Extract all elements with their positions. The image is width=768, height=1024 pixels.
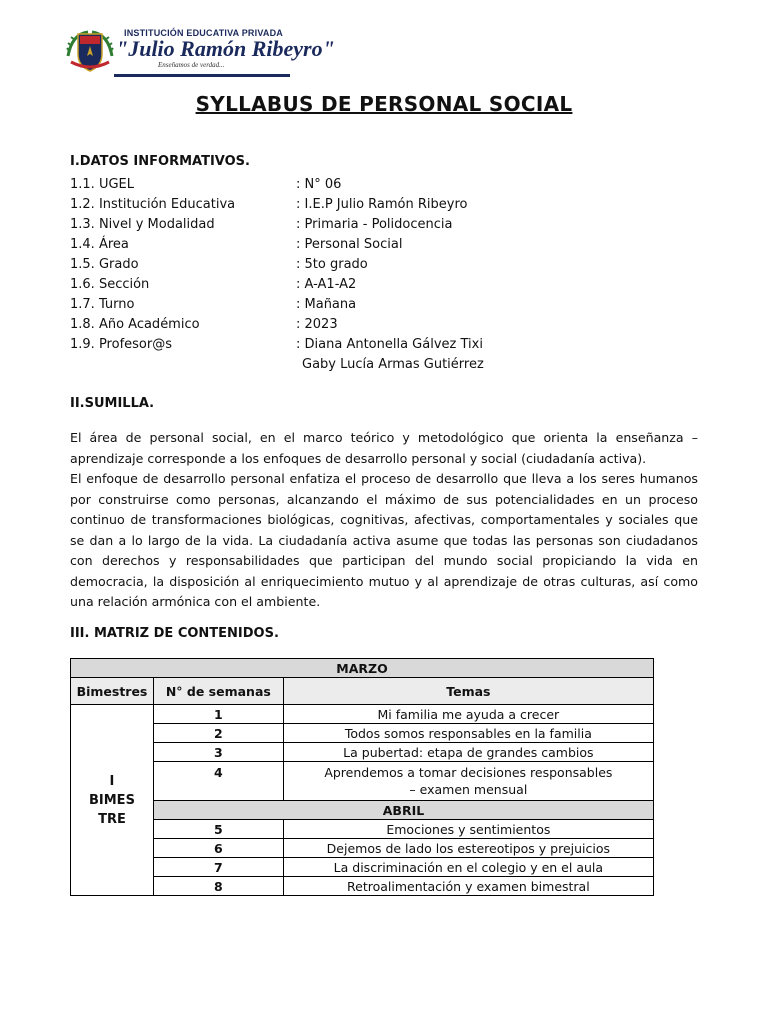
- info-value: : Diana Antonella Gálvez Tixi: [296, 337, 483, 352]
- week-number: 2: [153, 724, 283, 743]
- week-number: 5: [153, 820, 283, 839]
- info-label: 1.4. Área: [70, 237, 129, 252]
- week-topic: Mi familia me ayuda a crecer: [283, 705, 653, 724]
- table-row: [71, 858, 654, 877]
- info-value: : 2023: [296, 317, 338, 332]
- table-row: [71, 762, 654, 801]
- week-topic: Emociones y sentimientos: [283, 820, 653, 839]
- info-label: 1.7. Turno: [70, 297, 135, 312]
- info-value: : I.E.P Julio Ramón Ribeyro: [296, 197, 468, 212]
- info-value: : 5to grado: [296, 257, 368, 272]
- bimestre-cell: [71, 705, 154, 896]
- section-heading-sumilla: II.SUMILLA.: [70, 396, 155, 411]
- document-title: SYLLABUS DE PERSONAL SOCIAL: [195, 92, 573, 116]
- week-topic: Aprendemos a tomar decisiones responsables – examen mensual: [283, 762, 653, 801]
- info-label: 1.9. Profesor@s: [70, 337, 172, 352]
- info-label: 1.1. UGEL: [70, 177, 134, 192]
- column-header-temas: Temas: [283, 678, 653, 705]
- week-topic: Todos somos responsables en la familia: [283, 724, 653, 743]
- header-divider: [114, 74, 290, 77]
- info-label: 1.3. Nivel y Modalidad: [70, 217, 215, 232]
- info-label: 1.6. Sección: [70, 277, 150, 292]
- page-header: [66, 24, 335, 80]
- week-number: 4: [153, 762, 283, 801]
- info-value: : Primaria - Polidocencia: [296, 217, 453, 232]
- info-label: 1.2. Institución Educativa: [70, 197, 236, 212]
- info-value: : Mañana: [296, 297, 357, 312]
- week-number: 7: [153, 858, 283, 877]
- week-topic: Dejemos de lado los estereotipos y prejuicios: [283, 839, 653, 858]
- table-row: [71, 839, 654, 858]
- table-header-row: [71, 678, 654, 705]
- table-row: [71, 820, 654, 839]
- info-value: : N° 06: [296, 177, 342, 192]
- column-header-bimestres: Bimestres: [71, 678, 154, 705]
- table-row: [71, 705, 654, 724]
- table-row: [71, 724, 654, 743]
- sumilla-paragraph-1: El área de personal social, en el marco teórico y metodológico que orienta la enseñanza – aprendizaje corresponde a los enfoques de desarrollo personal y social (ciudadanía activa).: [70, 430, 698, 466]
- week-number: 1: [153, 705, 283, 724]
- info-value: : A-A1-A2: [296, 277, 357, 292]
- info-label: 1.5. Grado: [70, 257, 139, 272]
- institution-motto: Enseñamos de verdad...: [158, 61, 225, 69]
- institution-name: "Julio Ramón Ribeyro": [116, 36, 335, 61]
- week-number: 8: [153, 877, 283, 896]
- info-value-extra-teacher: Gaby Lucía Armas Gutiérrez: [302, 357, 484, 372]
- section-heading-datos: I.DATOS INFORMATIVOS.: [70, 154, 250, 169]
- school-crest-icon: [66, 26, 114, 74]
- institution-type: INSTITUCIÓN EDUCATIVA PRIVADA: [124, 28, 283, 38]
- column-header-semanas: N° de semanas: [153, 678, 283, 705]
- week-number: 3: [153, 743, 283, 762]
- bimestre-line: TRE: [98, 811, 126, 827]
- table-row: [71, 877, 654, 896]
- bimestre-line: BIMES: [89, 792, 135, 808]
- month-row: [71, 801, 654, 820]
- week-number: 6: [153, 839, 283, 858]
- info-label: 1.8. Año Académico: [70, 317, 200, 332]
- table-row: [71, 743, 654, 762]
- info-value: : Personal Social: [296, 237, 403, 252]
- contents-matrix-table: [70, 658, 654, 896]
- month-label-abril: ABRIL: [153, 801, 653, 820]
- section-heading-matriz: III. MATRIZ DE CONTENIDOS.: [70, 626, 279, 641]
- sumilla-paragraph-2: El enfoque de desarrollo personal enfatiza el proceso de desarrollo que lleva a los seres humanos por construirse como personas, alcanzando el máximo de sus potencialidades en un proceso continuo de transformaciones biológicas, cognitivas, afectivas, comportamentales y sociales que se dan a lo largo de la vida. La ciudadanía activa asume que todas las personas son ciudadanos con derechos y responsabilidades que participan del mundo social propiciando la vida en democracia, la disposición al enriquecimiento mutuo y al aprendizaje de otras culturas, así como una relación armónica con el ambiente.: [70, 471, 698, 609]
- bimestre-line: I: [109, 773, 115, 789]
- week-topic: La discriminación en el colegio y en el aula: [283, 858, 653, 877]
- month-label-marzo: MARZO: [71, 659, 654, 678]
- week-topic: La pubertad: etapa de grandes cambios: [283, 743, 653, 762]
- week-topic: Retroalimentación y examen bimestral: [283, 877, 653, 896]
- month-row: [71, 659, 654, 678]
